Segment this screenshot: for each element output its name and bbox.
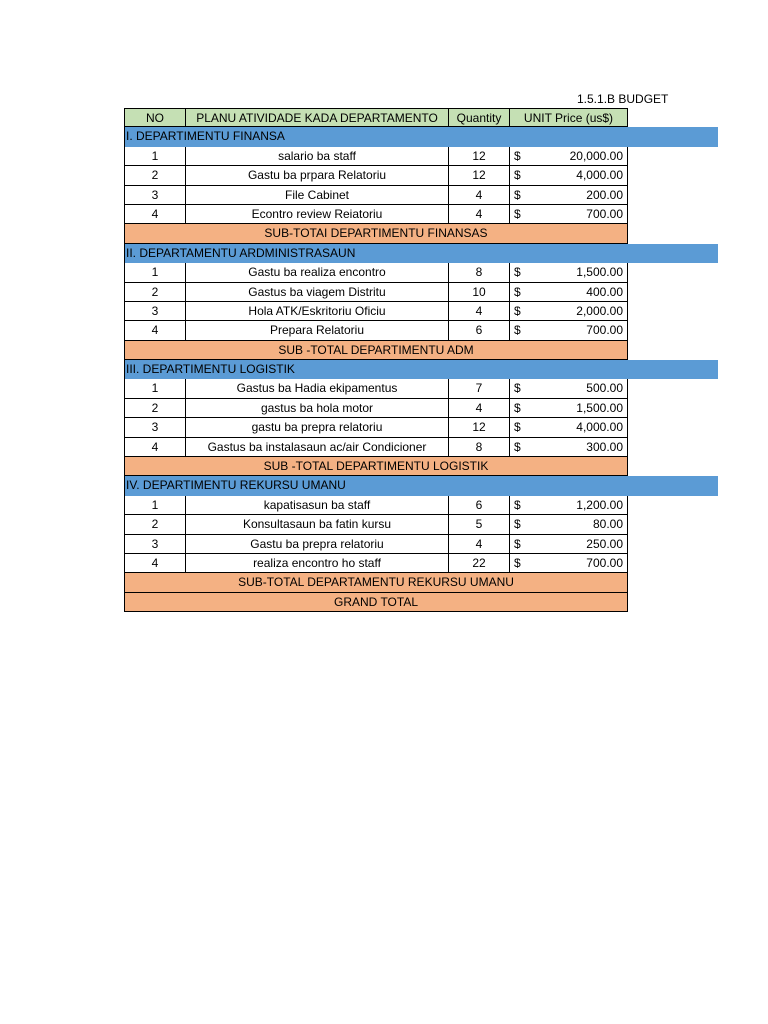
subtotal-finansa: SUB-TOTAI DEPARTIMENTU FINANSAS (124, 224, 628, 243)
row-activity: Gastu ba realiza encontro (185, 263, 448, 282)
row-quantity: 4 (448, 535, 509, 554)
price-amount: 1,500.00 (576, 265, 623, 280)
row-no: 3 (124, 418, 185, 437)
subtotal-rekursu-umanu: SUB-TOTAL DEPARTAMENTU REKURSU UMANU (124, 573, 628, 592)
price-amount: 300.00 (586, 439, 623, 454)
currency-symbol: $ (514, 536, 521, 551)
row-no: 3 (124, 535, 185, 554)
row-no: 1 (124, 263, 185, 282)
row-price (509, 283, 628, 302)
currency-symbol: $ (514, 439, 521, 454)
row-quantity: 8 (448, 438, 509, 457)
row-price (509, 263, 628, 282)
row-price (509, 186, 628, 205)
table-row (0, 205, 768, 224)
row-no: 1 (124, 496, 185, 515)
row-activity: realiza encontro ho staff (185, 554, 448, 573)
table-header-row (0, 108, 768, 127)
currency-symbol: $ (514, 265, 521, 280)
row-quantity: 7 (448, 379, 509, 398)
price-amount: 700.00 (586, 323, 623, 338)
section-header-row (0, 476, 768, 495)
section-header-row (0, 244, 768, 263)
row-no: 1 (124, 379, 185, 398)
page-reference: 1.5.1.B BUDGET (577, 92, 669, 106)
currency-symbol: $ (514, 284, 521, 299)
currency-symbol: $ (514, 148, 521, 163)
row-quantity: 12 (448, 166, 509, 185)
budget-table (0, 108, 768, 612)
currency-symbol: $ (514, 381, 521, 396)
row-quantity: 12 (448, 147, 509, 166)
grand-total-row (0, 593, 768, 612)
currency-symbol: $ (514, 168, 521, 183)
row-no: 1 (124, 147, 185, 166)
table-row (0, 438, 768, 457)
row-activity: Prepara Relatoriu (185, 321, 448, 340)
row-no: 2 (124, 515, 185, 534)
subtotal-row (0, 457, 768, 476)
price-amount: 400.00 (586, 284, 623, 299)
header-unit-price: UNIT Price (us$) (509, 108, 628, 127)
row-activity: Gastus ba Hadia ekipamentus (185, 379, 448, 398)
row-activity: kapatisasun ba staff (185, 496, 448, 515)
price-amount: 200.00 (586, 187, 623, 202)
row-activity: Gastu ba prpara Relatoriu (185, 166, 448, 185)
table-row (0, 535, 768, 554)
row-no: 2 (124, 283, 185, 302)
row-activity: gastus ba hola motor (185, 399, 448, 418)
currency-symbol: $ (514, 303, 521, 318)
row-activity: Gastus ba instalasaun ac/air Condicioner (185, 438, 448, 457)
row-price (509, 438, 628, 457)
row-quantity: 8 (448, 263, 509, 282)
price-amount: 1,500.00 (576, 400, 623, 415)
price-amount: 4,000.00 (576, 168, 623, 183)
row-quantity: 6 (448, 321, 509, 340)
row-activity: Econtro review Reiatoriu (185, 205, 448, 224)
section-title-administrasaun: II. DEPARTAMENTU ARDMINISTRASAUN (124, 244, 718, 263)
row-activity: gastu ba prepra relatoriu (185, 418, 448, 437)
price-amount: 700.00 (586, 206, 623, 221)
table-row (0, 496, 768, 515)
row-activity: Hola ATK/Eskritoriu Oficiu (185, 302, 448, 321)
row-quantity: 4 (448, 205, 509, 224)
header-quantity: Quantity (448, 108, 509, 127)
row-quantity: 4 (448, 399, 509, 418)
table-row (0, 554, 768, 573)
row-no: 4 (124, 438, 185, 457)
section-title-logistik: III. DEPARTIMENTU LOGISTIK (124, 360, 718, 379)
subtotal-row (0, 573, 768, 592)
table-row (0, 302, 768, 321)
price-amount: 20,000.00 (569, 148, 623, 163)
price-amount: 4,000.00 (576, 420, 623, 435)
row-activity: salario ba staff (185, 147, 448, 166)
price-amount: 2,000.00 (576, 303, 623, 318)
table-row (0, 379, 768, 398)
row-price (509, 379, 628, 398)
row-price (509, 166, 628, 185)
row-price (509, 399, 628, 418)
table-row (0, 186, 768, 205)
table-row (0, 321, 768, 340)
price-amount: 80.00 (592, 517, 623, 532)
row-quantity: 4 (448, 186, 509, 205)
row-price (509, 147, 628, 166)
row-quantity: 5 (448, 515, 509, 534)
table-row (0, 283, 768, 302)
row-price (509, 515, 628, 534)
currency-symbol: $ (514, 420, 521, 435)
section-title-finansa: I. DEPARTIMENTU FINANSA (124, 127, 718, 146)
subtotal-adm: SUB -TOTAL DEPARTIMENTU ADM (124, 341, 628, 360)
currency-symbol: $ (514, 400, 521, 415)
currency-symbol: $ (514, 497, 521, 512)
row-no: 4 (124, 554, 185, 573)
currency-symbol: $ (514, 206, 521, 221)
subtotal-row (0, 341, 768, 360)
row-price (509, 321, 628, 340)
price-amount: 500.00 (586, 381, 623, 396)
table-row (0, 515, 768, 534)
row-no: 3 (124, 302, 185, 321)
section-header-row (0, 360, 768, 379)
row-activity: Gastus ba viagem Distritu (185, 283, 448, 302)
row-activity: Konsultasaun ba fatin kursu (185, 515, 448, 534)
price-amount: 250.00 (586, 536, 623, 551)
currency-symbol: $ (514, 517, 521, 532)
price-amount: 1,200.00 (576, 497, 623, 512)
table-row (0, 263, 768, 282)
row-activity: Gastu ba prepra relatoriu (185, 535, 448, 554)
grand-total-label: GRAND TOTAL (124, 593, 628, 612)
row-no: 2 (124, 166, 185, 185)
table-row (0, 418, 768, 437)
row-no: 4 (124, 205, 185, 224)
subtotal-row (0, 224, 768, 243)
table-row (0, 147, 768, 166)
row-no: 4 (124, 321, 185, 340)
section-title-rekursu-umanu: IV. DEPARTIMENTU REKURSU UMANU (124, 476, 718, 495)
row-price (509, 205, 628, 224)
subtotal-logistik: SUB -TOTAL DEPARTIMENTU LOGISTIK (124, 457, 628, 476)
row-quantity: 6 (448, 496, 509, 515)
row-no: 3 (124, 186, 185, 205)
row-price (509, 302, 628, 321)
row-quantity: 22 (448, 554, 509, 573)
row-activity: File Cabinet (185, 186, 448, 205)
currency-symbol: $ (514, 187, 521, 202)
section-header-row (0, 127, 768, 146)
price-amount: 700.00 (586, 555, 623, 570)
row-quantity: 4 (448, 302, 509, 321)
row-price (509, 554, 628, 573)
header-no: NO (124, 108, 185, 127)
row-price (509, 496, 628, 515)
table-row (0, 166, 768, 185)
row-price (509, 535, 628, 554)
row-quantity: 12 (448, 418, 509, 437)
currency-symbol: $ (514, 555, 521, 570)
row-price (509, 418, 628, 437)
row-no: 2 (124, 399, 185, 418)
currency-symbol: $ (514, 323, 521, 338)
header-activity: PLANU ATIVIDADE KADA DEPARTAMENTO (185, 108, 448, 127)
table-row (0, 399, 768, 418)
row-quantity: 10 (448, 283, 509, 302)
